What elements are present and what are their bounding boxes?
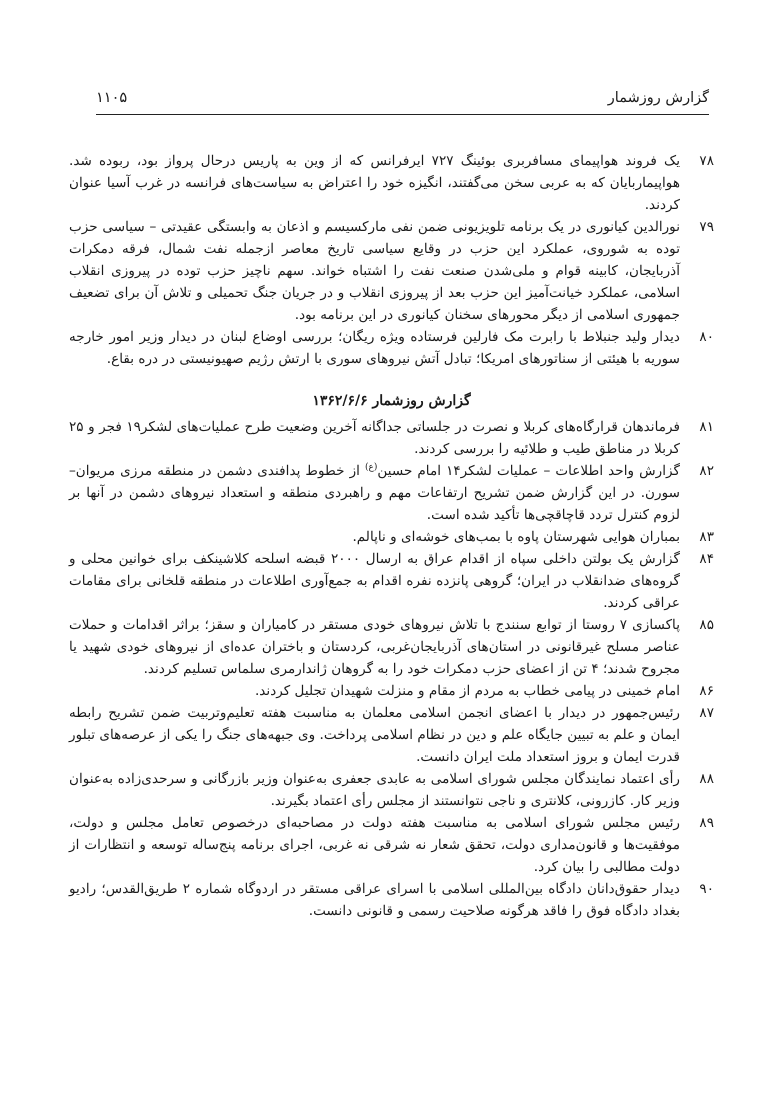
- item-number: ۸۰: [699, 329, 714, 345]
- item-text: دیدار ولید جنبلاط با رابرت مک فارلین فرستاده ویژه ریگان؛ بررسی اوضاع لبنان در دیدار وزیر امور خارجه سوریه با هیئتی از سناتورهای امریکا؛ تبادل آتش نیروهای سوری با ارتش رژیم صهیونیستی در دره بقاع.: [69, 329, 680, 367]
- item-text: رأی اعتماد نمایندگان مجلس شورای اسلامی به عابدی جعفری به‌عنوان وزیر بازرگانی و سرحدی‌زاده به‌عنوان وزیر کار. کازرونی، کلانتری و ناجی نتوانستند از مجلس رأی اعتماد بگیرند.: [69, 771, 680, 809]
- list-item: [69, 812, 714, 878]
- item-text: دیدار حقوق‌دانان دادگاه بین‌المللی اسلامی با اسرای عراقی مستقر در اردوگاه شماره ۲ طریق‌القدس؛ رادیو بغداد دادگاه فوق را فاقد هرگونه صلاحیت رسمی و قانونی دانست.: [69, 881, 680, 919]
- running-title: گزارش روزشمار: [607, 90, 709, 106]
- list-item: [69, 526, 714, 548]
- item-number: ۸۷: [699, 705, 714, 721]
- item-text: پاکسازی ۷ روستا از توابع سنندج با تلاش نیروهای خودی مستقر در کامیاران و سقز؛ براثر اقدامات و حملات عناصر مسلح غیرقانونی در استان‌های آذربایجان‌غربی، کردستان و باختران عده‌ای از نیروهای خودی شهید یا مجروح شدند؛ ۴ تن از اعضای حزب دمکرات خود را به گروهان ژاندارمری سلماس تسلیم کردند.: [69, 617, 680, 677]
- list-item: [69, 150, 714, 216]
- item-text: یک فروند هواپیمای مسافربری بوئینگ ۷۲۷ ایرفرانس که از وین به پاریس درحال پرواز بود، ربوده شد. هواپیماربایان که به عربی سخن می‌گفتند، انگیزه خود را اعتراض به سیاست‌های فرانسه در غرب آسیا عنوان کردند.: [69, 153, 680, 213]
- item-text: فرماندهان قرارگاه‌های کربلا و نصرت در جلساتی جداگانه آخرین وضعیت طرح عملیات‌های لشکر۱۹ فجر و ۲۵ کربلا در مناطق طیب و طلائیه را بررسی کردند.: [69, 419, 680, 457]
- item-text: رئیس‌جمهور در دیدار با اعضای انجمن اسلامی معلمان به مناسبت هفته تعلیم‌وتربیت ضمن تشریح رابطه ایمان و علم به تبیین جایگاه علم و دین در نظام اسلامی پرداخت. وی جبهه‌های جنگ را یکی از عرصه‌های تبلور قدرت ایمان و بروز استعداد ملت ایران دانست.: [69, 705, 680, 765]
- list-item: [69, 216, 714, 326]
- list-item: [69, 416, 714, 460]
- list-item: [69, 326, 714, 370]
- item-text: بمباران هوایی شهرستان پاوه با بمب‌های خوشه‌ای و ناپالم.: [352, 529, 680, 545]
- item-text-part: از خطوط پدافندی دشمن در منطقه مرزی مریوان– سورن. در این گزارش ضمن تشریح ارتفاعات مهم و راهبردی منطقه و استعداد نیروهای دشمن در آنها بر لزوم کنترل تردد قاچاقچی‌ها تأکید شده است.: [69, 463, 680, 523]
- list-item: [69, 702, 714, 768]
- list-item: [69, 548, 714, 614]
- item-number: ۸۵: [699, 617, 714, 633]
- item-text: امام خمینی در پیامی خطاب به مردم از مقام و منزلت شهیدان تجلیل کردند.: [254, 683, 680, 699]
- item-number: ۸۴: [699, 551, 714, 567]
- item-number: ۷۹: [699, 219, 714, 235]
- list-item: [69, 680, 714, 702]
- list-item: [69, 614, 714, 680]
- item-number: ۸۶: [699, 683, 714, 699]
- item-number: ۷۸: [699, 153, 714, 169]
- entries-before-section: [69, 150, 714, 370]
- item-number: ۹۰: [699, 881, 714, 897]
- list-item: [69, 460, 714, 526]
- item-number: ۸۲: [699, 463, 714, 479]
- item-number: ۸۹: [699, 815, 714, 831]
- footnote-marker: (ع): [364, 462, 378, 473]
- item-number: ۸۳: [699, 529, 714, 545]
- list-item: [69, 878, 714, 922]
- item-text: رئیس مجلس شورای اسلامی به مناسبت هفته دولت در مصاحبه‌ای درخصوص تعامل مجلس و دولت، موفقیت‌ها و قانون‌مداری دولت، تحقق شعار نه شرقی نه غربی، اجرای برنامه پنج‌ساله توسعه و انتظارات از دولت مطالبی را بیان کرد.: [69, 815, 680, 875]
- item-number: ۸۱: [699, 419, 714, 435]
- list-item: [69, 768, 714, 812]
- item-text-part: گزارش واحد اطلاعات – عملیات لشکر۱۴ امام حسین: [377, 463, 680, 479]
- item-text: نورالدین کیانوری در یک برنامه تلویزیونی ضمن نفی مارکسیسم و اذعان به وابستگی عقیدتی – سیاسی حزب توده به شوروی، عملکرد این حزب در وقایع سیاسی تاریخ معاصر ازجمله نفت شمال، فرقه دمکرات آذربایجان، کابینه قوام و ملی‌شدن صنعت نفت را اشتباه خواند. سهم ناچیز حزب توده در پیروزی انقلاب اسلامی، عملکرد خیانت‌آمیز این حزب بعد از پیروزی انقلاب و در جریان جنگ تحمیلی و تلاش آن برای تضعیف جمهوری اسلامی از دیگر محورهای سخنان کیانوری در این برنامه بود.: [69, 219, 680, 323]
- entries-after-section: [69, 526, 714, 922]
- section-heading: گزارش روزشمار ۱۳۶۲/۶/۶: [312, 393, 471, 409]
- page-body: [69, 150, 714, 922]
- item-number: ۸۸: [699, 771, 714, 787]
- item-text: گزارش یک بولتن داخلی سپاه از اقدام عراق به ارسال ۲۰۰۰ قبضه اسلحه کلاشینکف برای خوانین محلی و گروه‌های ضدانقلاب در ایران؛ گروهی پانزده نفره اقدام به جمع‌آوری اطلاعات در منطقه قلخانی برای مقامات عراقی کردند.: [69, 551, 680, 611]
- page-number: ۱۱۰۵: [96, 90, 128, 106]
- page-header: [96, 88, 709, 115]
